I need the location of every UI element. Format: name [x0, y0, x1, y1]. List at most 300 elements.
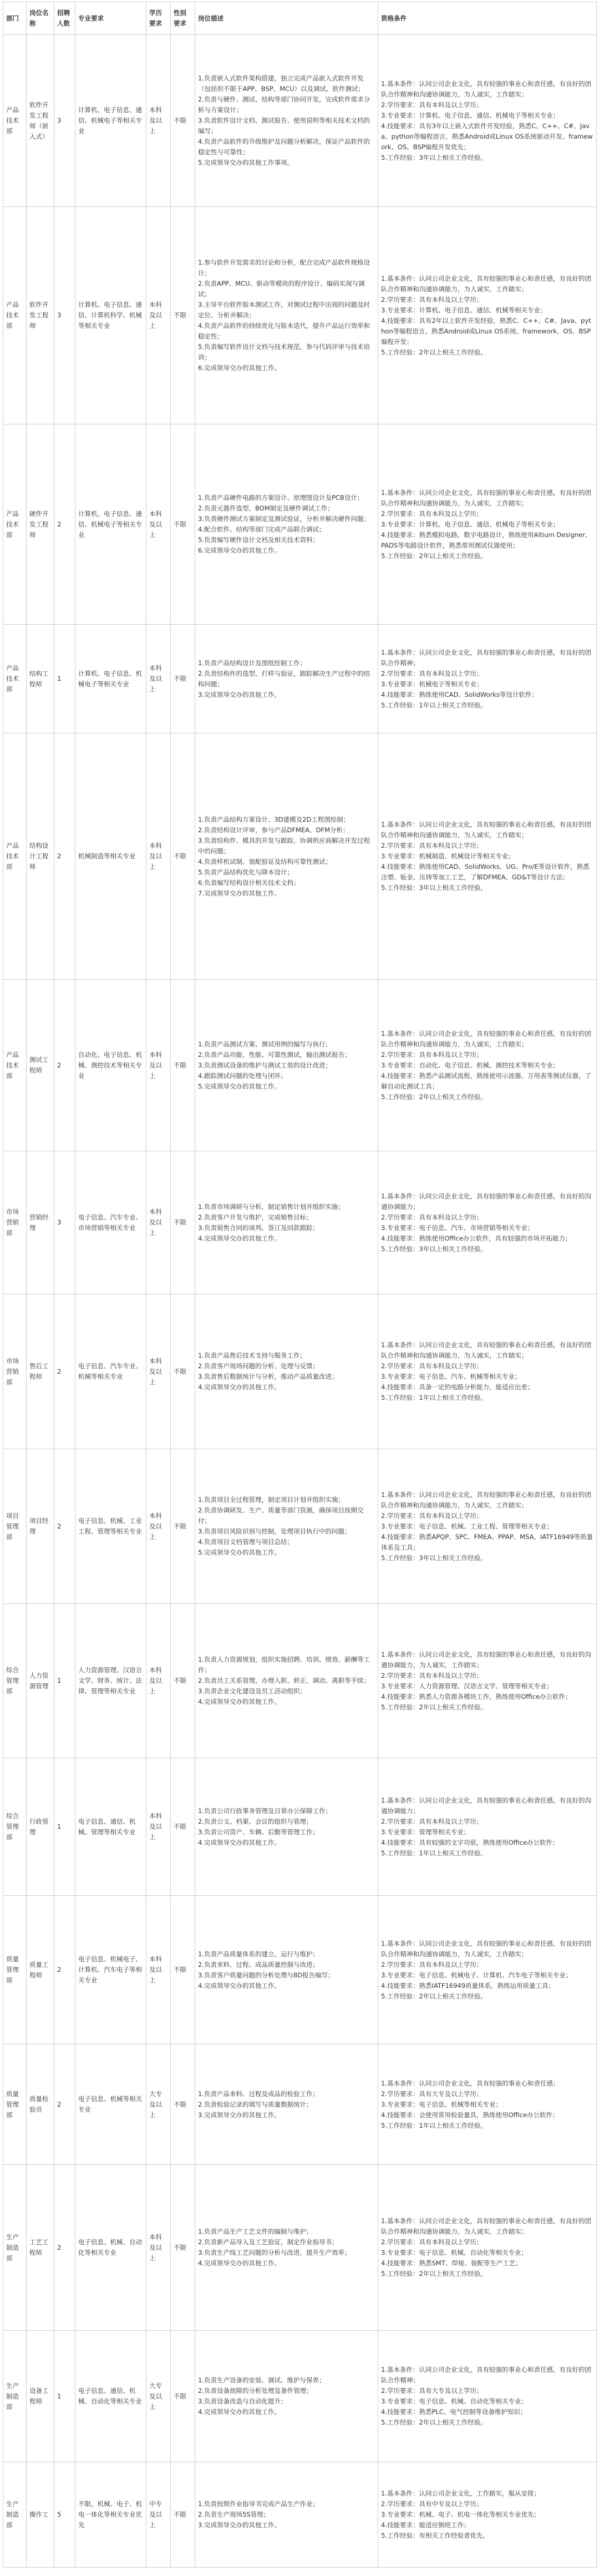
qualification-item: 4.技能要求：会使用常用检验量具，熟练使用Office办公软件； [381, 2111, 559, 2119]
department-cell [3, 733, 27, 980]
table-row [3, 625, 597, 733]
description-item: 2.负责客户现场问题的分析、处理与反馈； [198, 1362, 319, 1370]
qualification-item: 2.学历要求：具有本科及以上学历； [381, 1050, 483, 1059]
department-cell [3, 1449, 27, 1604]
description-item: 1.负责市场调研与分析，制定销售计划并组织实施； [198, 1202, 344, 1211]
description-item: 2.负责来料、过程、成品质量控制与改进； [198, 1960, 319, 1968]
position-cell [27, 1294, 54, 1449]
description-item: 5.负责编写软件设计文档与技术规范，参与代码评审与技术培训； [198, 343, 370, 361]
qualification-cell [378, 733, 597, 980]
department-cell-text: 产品技术部 [6, 106, 19, 135]
description-item: 1.负责产品售后技术支持与服务工作； [198, 1352, 306, 1359]
major-cell [75, 625, 146, 733]
position-cell-text: 行政管理 [29, 1817, 49, 1836]
header-major: 专业要求 [75, 2, 146, 35]
qualification-item: 5.工作经验：2年以上相关工作经验。 [381, 2418, 487, 2426]
description-item: 2.负责元器件选型、BOM制定及硬件调试工作； [198, 504, 334, 512]
headcount-cell-text: 2 [57, 1061, 62, 1069]
position-cell-text: 设备工程师 [29, 2387, 49, 2405]
education-cell [146, 2165, 171, 2331]
qualification-item: 1.基本条件：认同公司企业文化，具有较强的事业心和责任感； [381, 2079, 560, 2087]
headcount-cell [54, 1449, 75, 1604]
description-item: 3.负责结构件、模具的开发与跟踪，协调供应商解决开发过程中的问题； [198, 836, 370, 855]
qualification-item: 1.基本条件：认同公司企业文化，具有较强的事业心和责任感，有良好的沟通协调能力； [381, 1192, 591, 1211]
table-row [3, 1449, 597, 1604]
description-item: 5.完成领导交办的其他工作事项。 [198, 159, 293, 166]
position-cell-text: 结构设计工程师 [29, 842, 49, 871]
qualification-item: 3.专业要求：机械电子等相关专业； [381, 680, 483, 688]
header-gender: 性别要求 [171, 2, 195, 35]
headcount-cell [54, 2462, 75, 2568]
qualification-cell [378, 2462, 597, 2568]
headcount-cell [54, 1151, 75, 1294]
qualification-item: 3.专业要求：计算机、电子信息、通信、机械电子等相关专业； [381, 520, 560, 528]
qualification-cell [378, 1151, 597, 1294]
education-cell [146, 2462, 171, 2568]
headcount-cell-text: 2 [57, 2243, 62, 2251]
qualification-item: 1.基本条件：认同公司企业文化，具有较强的事业心和责任感，有良好的团队合作精神和沟通协调能力，为人诚实，工作踏实； [381, 274, 591, 293]
gender-cell-text: 不限 [174, 1823, 186, 1830]
description-item: 1.参与软件开发需求的讨论和分析，配合完成产品软件规格设计； [198, 259, 370, 277]
qualification-item: 4.技能要求：具有2年以上软件开发经验，熟悉C、C++、C#、Java、python等编程语言，熟悉Android或Linux OS系统、framework、OS、BSP编程开发； [381, 316, 591, 346]
position-cell-text: 测试工程师 [29, 1056, 49, 1074]
department-cell [3, 1896, 27, 2044]
education-cell [146, 1449, 171, 1604]
description-item: 4.负责产品软件的持续优化与版本迭代，提升产品运行效率和稳定性； [198, 322, 370, 340]
position-cell [27, 2165, 54, 2331]
department-cell [3, 2165, 27, 2331]
major-cell-text: 计算机、电子信息、通信、机械电子等相关专业 [78, 509, 142, 539]
qualification-item: 5.工作经验：3年以上相关工作经验。 [381, 1244, 487, 1253]
headcount-cell [54, 35, 75, 207]
education-cell [146, 2331, 171, 2462]
qualification-cell [378, 2044, 597, 2165]
gender-cell-text: 不限 [174, 520, 186, 528]
qualification-item: 5.工作经验：2年以上相关工作经验。 [381, 1092, 487, 1101]
education-cell-text: 中专及以上 [149, 2500, 162, 2529]
headcount-cell [54, 1604, 75, 1758]
description-item: 4.跟踪测试问题的处理与闭环； [198, 1071, 287, 1080]
qualification-cell [378, 2331, 597, 2462]
gender-cell [171, 1449, 195, 1604]
major-cell [75, 2462, 146, 2568]
department-cell-text: 质量管理部 [6, 1955, 19, 1984]
gender-cell [171, 1758, 195, 1896]
description-cell [195, 980, 378, 1151]
gender-cell [171, 625, 195, 733]
department-cell-text: 综合管理部 [6, 1666, 19, 1695]
education-cell [146, 1758, 171, 1896]
description-item: 3.完成领导交办的其他工作。 [198, 690, 281, 699]
qualification-cell [378, 1294, 597, 1449]
department-cell [3, 1151, 27, 1294]
gender-cell-text: 不限 [174, 852, 186, 860]
position-cell [27, 207, 54, 424]
description-cell [195, 1896, 378, 2044]
qualification-item: 1.基本条件：认同公司企业文化，具有较强的事业心和责任感，有良好的团队合作精神和沟通协调能力，为人诚实，工作踏实； [381, 488, 591, 507]
header-description: 岗位描述 [195, 2, 378, 35]
description-item: 4.完成领导交办的其他工作。 [198, 2408, 281, 2416]
description-item: 6.负责编写结构设计相关技术文档； [198, 878, 300, 887]
qualification-item: 3.专业要求：机械制造、机械设计等相关专业； [381, 852, 515, 860]
headcount-cell [54, 625, 75, 733]
qualification-item: 1.基本条件：认同公司企业文化，具有较强的事业心和责任感，有良好的团队合作精神和沟通协调能力，为人诚实，工作踏实； [381, 821, 591, 839]
description-item: 4.完成领导交办的其他工作。 [198, 1838, 281, 1846]
description-cell [195, 1294, 378, 1449]
qualification-item: 1.基本条件：认同公司企业文化，具有较强的事业心和责任感，有良好的团队合作精神和沟通协调能力，为人诚实，工作踏实； [381, 1490, 591, 1509]
gender-cell-text: 不限 [174, 1218, 186, 1226]
header-headcount: 招聘人数 [54, 2, 75, 35]
description-item: 3.负责企业文化建设及员工活动组织； [198, 1687, 306, 1695]
position-cell-text: 软件开发工程师 [29, 301, 49, 330]
position-cell [27, 1604, 54, 1758]
qualification-item: 5.工作经验：2年以上相关工作经验。 [381, 1992, 487, 2000]
description-cell [195, 207, 378, 424]
department-cell [3, 2044, 27, 2165]
qualification-item: 3.专业要求：人力资源管理、汉语言文学、管理等相关专业； [381, 1682, 553, 1690]
description-item: 1.负责产品生产工艺文件的编制与维护； [198, 2228, 313, 2235]
gender-cell [171, 1151, 195, 1294]
major-cell [75, 1758, 146, 1896]
education-cell-text: 本科及以上 [149, 664, 162, 693]
table-row [3, 207, 597, 424]
education-cell-text: 本科及以上 [149, 1208, 162, 1237]
description-item: 1.负责按照作业指导书完成产品生产作业； [198, 2500, 319, 2508]
headcount-cell-text: 2 [57, 2100, 62, 2108]
education-cell [146, 980, 171, 1151]
education-cell [146, 625, 171, 733]
qualification-item: 1.基本条件：认同公司企业文化，工作踏实，服从安排； [381, 2489, 540, 2497]
qualification-item: 1.基本条件：认同公司企业文化，具有较强的事业心和责任感，有良好的团队合作精神； [381, 2366, 591, 2384]
qualification-item: 5.工作经验：1年以上相关工作经验。 [381, 2121, 487, 2129]
description-item: 3.完成领导交办的其他工作。 [198, 2111, 281, 2119]
qualification-item: 4.技能要求：熟悉PLC、电气控制等设备维护知识； [381, 2408, 527, 2416]
education-cell [146, 424, 171, 625]
header-qualification: 资格条件 [378, 2, 597, 35]
qualification-item: 5.工作经验：1年以上相关工作经验。 [381, 1394, 487, 1401]
department-cell [3, 35, 27, 207]
gender-cell-text: 不限 [174, 1677, 186, 1684]
major-cell-text: 电子信息、机械电子、计算机、汽车电子等相关专业 [78, 1955, 142, 1984]
education-cell-text: 本科及以上 [149, 2233, 162, 2262]
table-row [3, 1151, 597, 1294]
position-cell [27, 1151, 54, 1294]
gender-cell [171, 2331, 195, 2462]
table-row [3, 2331, 597, 2462]
major-cell [75, 2331, 146, 2462]
education-cell [146, 1294, 171, 1449]
description-item: 1.负责产品测试方案、测试用例的编写与执行； [198, 1040, 332, 1048]
description-item: 3.负责销售合同的谈判、签订及回款跟踪； [198, 1223, 319, 1232]
qualification-item: 1.基本条件：认同公司企业文化，具有较强的事业心和责任感，有良好的团队合作精神和沟通协调能力，为人诚实，工作踏实； [381, 2217, 591, 2235]
description-item: 3.负责硬件测试方案制定及测试验证，分析并解决硬件问题； [198, 515, 370, 523]
department-cell-text: 市场营销部 [6, 1208, 19, 1237]
qualification-item: 2.学历要求：具有本科及以上学历； [381, 1960, 483, 1968]
description-item: 1.负责产品结构设计及图纸绘制工作； [198, 659, 306, 667]
table-row [3, 1294, 597, 1449]
headcount-cell-text: 2 [57, 520, 62, 528]
description-item: 1.负责产品结构方案设计、3D建模及2D工程图绘制； [198, 815, 350, 823]
headcount-cell-text: 3 [57, 311, 62, 319]
gender-cell-text: 不限 [174, 1061, 186, 1069]
qualification-item: 4.技能要求：熟练使用CAD、SolidWorks、UG、Pro/E等设计软件，熟悉注塑、钣金、压铸等加工工艺，了解DFMEA、GD&T等设计方法； [381, 863, 590, 881]
description-item: 5.负责编写硬件设计文档及相关技术资料； [198, 536, 319, 544]
gender-cell-text: 不限 [174, 1367, 186, 1375]
major-cell-text: 计算机、电子信息、机械电子等相关专业 [78, 669, 142, 688]
description-item: 2.负责结构件的选型、打样与验证，跟踪解决生产过程中的结构问题； [198, 669, 370, 688]
description-item: 4.负责产品软件的升级维护及问题分析解决，保证产品软件的稳定性与可靠性； [198, 138, 370, 156]
education-cell [146, 2044, 171, 2165]
headcount-cell-text: 2 [57, 1522, 62, 1530]
table-row [3, 424, 597, 625]
major-cell-text: 计算机、电子信息、通信、计算机科学、机械等相关专业 [78, 301, 142, 330]
qualification-item: 5.工作经验：有相关工作经验者优先。 [381, 2532, 489, 2539]
qualification-item: 2.学历要求：具有中专及以上学历； [381, 2500, 483, 2508]
qualification-item: 3.专业要求：电子信息、机械、自动化等相关专业； [381, 2397, 527, 2405]
department-cell [3, 980, 27, 1151]
department-cell-text: 产品技术部 [6, 301, 19, 330]
headcount-cell [54, 1294, 75, 1449]
header-position: 岗位名称 [27, 2, 54, 35]
description-item: 3.负责客户质量问题的分析处理与8D报告编写； [198, 1971, 334, 1979]
education-cell-text: 本科及以上 [149, 842, 162, 871]
education-cell-text: 大专及以上 [149, 2089, 162, 2119]
headcount-cell-text: 5 [57, 2511, 62, 2518]
department-cell [3, 1294, 27, 1449]
major-cell [75, 1151, 146, 1294]
gender-cell-text: 不限 [174, 675, 186, 682]
headcount-cell-text: 2 [57, 1367, 62, 1375]
qualification-item: 4.技能要求：具备一定的电路分析能力，能适应出差； [381, 1383, 534, 1391]
headcount-cell [54, 980, 75, 1151]
department-cell [3, 2331, 27, 2462]
gender-cell [171, 207, 195, 424]
description-item: 3.负责设备改造与自动化提升； [198, 2397, 287, 2405]
headcount-cell-text: 1 [57, 675, 62, 682]
qualification-item: 4.技能要求：熟悉产品测试流程，熟练使用示波器、万用表等测试仪器，了解自动化测试工具； [381, 1071, 591, 1090]
qualification-item: 5.工作经验：3年以上相关工作经验。 [381, 153, 487, 161]
department-cell-text: 产品技术部 [6, 1050, 19, 1080]
department-cell-text: 项目管理部 [6, 1511, 19, 1541]
qualification-item: 1.基本条件：认同公司企业文化，具有较强的事业心和责任感，有良好的沟通协调能力，为人诚实，工作踏实； [381, 1650, 591, 1669]
education-cell [146, 1896, 171, 2044]
position-cell-text: 软件开发工程师（嵌入式） [29, 100, 49, 140]
qualification-cell [378, 625, 597, 733]
position-cell-text: 人力资源管理 [29, 1671, 49, 1690]
education-cell-text: 本科及以上 [149, 1357, 162, 1386]
major-cell-text: 人力资源管理、汉语言文学、财务、统计、法律、管理等相关专业 [78, 1666, 142, 1695]
qualification-item: 5.工作经验：1年以上相关工作经验。 [381, 701, 487, 709]
description-cell [195, 424, 378, 625]
description-cell [195, 1604, 378, 1758]
table-body [3, 35, 597, 2568]
major-cell-text: 自动化、电子信息、机械、测控技术等相关专业 [78, 1050, 142, 1080]
department-cell [3, 1758, 27, 1896]
qualification-item: 3.专业要求：管理等相关专业； [381, 1828, 470, 1836]
education-cell-text: 本科及以上 [149, 509, 162, 539]
education-cell-text: 本科及以上 [149, 301, 162, 330]
position-cell [27, 2044, 54, 2165]
description-item: 2.负责APP、MCU、驱动等模块的程序设计、编码实现与调试； [198, 280, 365, 298]
gender-cell [171, 980, 195, 1151]
position-cell [27, 35, 54, 207]
qualification-item: 2.学历要求：具有本科及以上学历； [381, 1362, 483, 1370]
qualification-item: 1.基本条件：认同公司企业文化，具有较强的事业心和责任感，有良好的团队合作精神； [381, 648, 591, 667]
gender-cell [171, 35, 195, 207]
qualification-item: 4.技能要求：熟悉人力资源各模块工作，熟练使用Office办公软件； [381, 1692, 572, 1701]
qualification-item: 1.基本条件：认同公司企业文化，具有较强的事业心和责任感，有良好的团队合作精神和沟通协调能力，为人诚实，工作踏实； [381, 1939, 591, 1958]
major-cell [75, 1604, 146, 1758]
qualification-item: 5.工作经验：3年以上相关工作经验。 [381, 1553, 487, 1562]
gender-cell [171, 1294, 195, 1449]
qualification-item: 3.专业要求：电子信息、机械等相关专业； [381, 2100, 502, 2108]
gender-cell [171, 2044, 195, 2165]
qualification-item: 2.学历要求：具有本科及以上学历； [381, 100, 483, 109]
education-cell-text: 本科及以上 [149, 1666, 162, 1695]
qualification-item: 2.学历要求：具有大专及以上学历； [381, 2387, 483, 2395]
department-cell [3, 625, 27, 733]
table-row [3, 1604, 597, 1758]
position-cell [27, 1758, 54, 1896]
qualification-item: 4.技能要求：具有3年以上嵌入式软件开发经验，熟悉C、C++、C#、Java、python等编程语言，熟悉Android或Linux OS系统驱动开发、framework、OS、BSP编程开发优先； [381, 122, 593, 151]
description-item: 3.负责公司资产、车辆、后勤等管理工作； [198, 1828, 319, 1836]
description-item: 2.负责与硬件、测试、结构等部门协同开发，完成软件需求分析与方案设计； [198, 95, 370, 114]
headcount-cell-text: 1 [57, 1677, 62, 1684]
qualification-item: 1.基本条件：认同公司企业文化，具有较强的事业心和责任感，有良好的团队合作精神和沟通协调能力，为人诚实，工作踏实； [381, 1341, 591, 1359]
qualification-item: 1.基本条件：认同公司企业文化，具有较强的事业心和责任感，有良好的团队合作精神和沟通协调能力，为人诚实，工作踏实； [381, 1029, 591, 1048]
gender-cell [171, 2462, 195, 2568]
description-item: 3.负责测试设备的维护与测试工装的设计改进； [198, 1061, 332, 1069]
recruitment-table [3, 2, 597, 2568]
position-cell [27, 980, 54, 1151]
qualification-item: 3.专业要求：电子信息、机械电子、计算机、汽车电子等相关专业； [381, 1971, 572, 1979]
qualification-item: 4.技能要求：熟练使用CAD、SolidWorks等设计软件； [381, 690, 538, 699]
major-cell [75, 424, 146, 625]
major-cell-text: 计算机、电子信息、通信、机械电子等相关专业 [78, 106, 142, 135]
headcount-cell-text: 1 [57, 1823, 62, 1830]
qualification-item: 2.学历要求：具有本科及以上学历； [381, 509, 483, 518]
department-cell-text: 综合管理部 [6, 1812, 19, 1841]
description-item: 2.负责结构设计评审，参与产品DFMEA、DFM分析； [198, 826, 349, 834]
qualification-cell [378, 424, 597, 625]
major-cell-text: 不限，机械、电子、机电一体化等相关专业优先 [78, 2500, 142, 2529]
qualification-item: 2.学历要求：具有本科及以上学历； [381, 842, 483, 849]
education-cell-text: 本科及以上 [149, 1511, 162, 1541]
position-cell-text: 硬件开发工程师 [29, 509, 49, 539]
gender-cell-text: 不限 [174, 2511, 186, 2518]
description-item: 4.完成领导交办的其他工作。 [198, 1698, 281, 1705]
qualification-cell [378, 35, 597, 207]
description-cell [195, 733, 378, 980]
description-item: 1.负责产品来料、过程及成品的检验工作； [198, 2089, 319, 2098]
major-cell-text: 电子信息、机械、自动化等相关专业 [78, 2238, 142, 2256]
position-cell-text: 项目经理 [29, 1517, 49, 1535]
description-item: 2.负责新产品导入及工艺验证，制定作业指导书； [198, 2238, 338, 2246]
description-cell [195, 35, 378, 207]
description-cell [195, 2462, 378, 2568]
position-cell-text: 工艺工程师 [29, 2238, 49, 2256]
headcount-cell [54, 2165, 75, 2331]
description-cell [195, 1151, 378, 1294]
education-cell-text: 大专及以上 [149, 2381, 162, 2411]
qualification-item: 3.专业要求：电子信息、汽车、市场营销等相关专业； [381, 1223, 534, 1232]
qualification-cell [378, 1758, 597, 1896]
headcount-cell-text: 3 [57, 1218, 62, 1226]
headcount-cell-text: 2 [57, 1966, 62, 1973]
description-item: 1.负责人力资源规划，组织实施招聘、培训、绩效、薪酬等工作； [198, 1656, 370, 1674]
department-cell [3, 1604, 27, 1758]
qualification-item: 5.工作经验：3年以上相关工作经验。 [381, 884, 487, 892]
department-cell-text: 生产制造部 [6, 2381, 19, 2411]
headcount-cell [54, 2331, 75, 2462]
description-item: 2.负责设备故障的分析处理及备件管理； [198, 2387, 313, 2395]
headcount-cell [54, 424, 75, 625]
qualification-item: 5.工作经验：1年以上相关工作经验。 [381, 1849, 487, 1857]
department-cell-text: 质量管理部 [6, 2089, 19, 2119]
qualification-item: 1.基本条件：认同公司企业文化，具有较强的事业心和责任感，有良好的沟通协调能力； [381, 1796, 591, 1815]
major-cell-text: 电子信息、机械等相关专业 [78, 2095, 142, 2113]
gender-cell [171, 733, 195, 980]
qualification-item: 2.学历要求：具有本科及以上学历； [381, 295, 483, 303]
description-item: 2.负责生产现场5S管理； [198, 2511, 270, 2518]
description-item: 4.完成领导交办的其他工作。 [198, 1981, 281, 1990]
major-cell-text: 电子信息、通信、机械、管理等相关专业 [78, 1817, 136, 1836]
position-cell-text: 质量检验员 [29, 2095, 49, 2113]
qualification-item: 2.学历要求：具有本科及以上学历； [381, 669, 483, 677]
position-cell [27, 424, 54, 625]
major-cell [75, 2165, 146, 2331]
description-item: 3.负责项目风险识别与控制，处理项目执行中的问题； [198, 1527, 351, 1535]
gender-cell [171, 1896, 195, 2044]
department-cell [3, 207, 27, 424]
header-department: 部门 [3, 2, 27, 35]
description-item: 4.负责样机试制、装配验证及结构可靠性测试； [198, 857, 332, 866]
gender-cell-text: 不限 [174, 2243, 186, 2251]
education-cell-text: 本科及以上 [149, 1812, 162, 1841]
table-row [3, 2462, 597, 2568]
description-item: 4.完成领导交办的其他工作。 [198, 1383, 281, 1391]
table-row [3, 980, 597, 1151]
description-item: 1.负责产品硬件电路的方案设计、原理图设计及PCB设计； [198, 494, 364, 502]
major-cell-text: 电子信息、汽车专业、市场营销等相关专业 [78, 1213, 142, 1232]
qualification-item: 4.技能要求：能适应倒班工作； [381, 2521, 470, 2529]
description-item: 2.负责公文、档案、会议的组织与管理； [198, 1817, 313, 1825]
position-cell-text: 操作工 [29, 2511, 49, 2518]
department-cell [3, 2462, 27, 2568]
department-cell-text: 产品技术部 [6, 664, 19, 693]
description-item: 4.完成领导交办的其他工作。 [198, 1234, 281, 1242]
qualification-item: 4.技能要求：熟悉APQP、SPC、FMEA、PPAP、MSA、IATF16949等质量体系及工具； [381, 1532, 593, 1551]
description-item: 5.负责产品结构优化与降本设计； [198, 868, 293, 876]
headcount-cell [54, 1896, 75, 2044]
headcount-cell [54, 733, 75, 980]
description-item: 3.负责软件设计文档、测试报告、使用说明等相关技术文档的编写； [198, 117, 370, 135]
qualification-item: 3.专业要求：计算机、电子信息、通信、机械电子等相关专业； [381, 111, 560, 119]
qualification-item: 3.专业要求：电子信息、汽车、机械等相关专业； [381, 1373, 521, 1380]
description-item: 4.完成领导交办的其他工作。 [198, 2259, 281, 2267]
description-cell [195, 2044, 378, 2165]
position-cell-text: 营销经理 [29, 1213, 49, 1232]
qualification-item: 2.学历要求：具有大专及以上学历； [381, 2089, 483, 2098]
headcount-cell [54, 207, 75, 424]
gender-cell-text: 不限 [174, 2392, 186, 2400]
qualification-item: 4.技能要求：熟练使用Office办公软件，具有较强的市场开拓能力； [381, 1234, 572, 1242]
description-item: 3.主导平台软件版本测试工作，对测试过程中出现的问题及时定位、分析并解决； [198, 301, 370, 319]
description-item: 2.负责检验记录的填写与质量数据统计； [198, 2100, 313, 2108]
major-cell [75, 1294, 146, 1449]
education-cell-text: 本科及以上 [149, 1050, 162, 1080]
description-item: 3.负责售后数据统计与分析，推动产品质量改进； [198, 1373, 338, 1380]
